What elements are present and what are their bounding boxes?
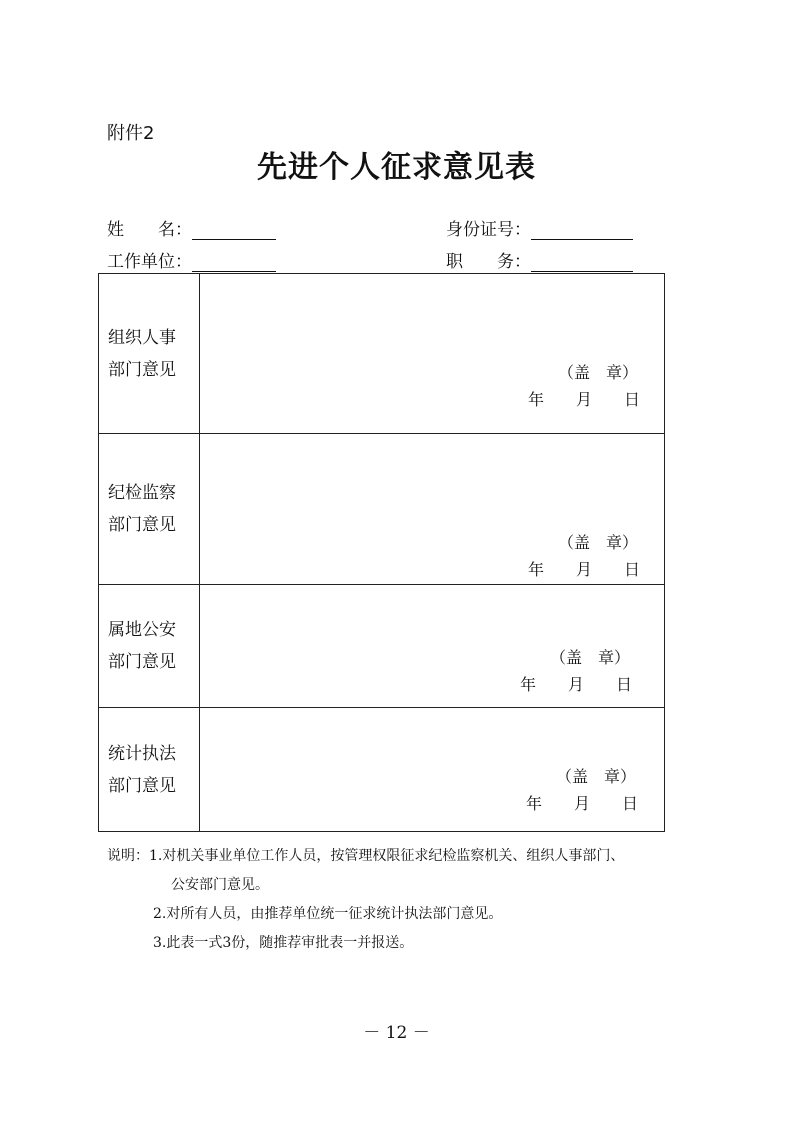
day-label: 日 <box>624 560 641 579</box>
seal-text: （盖 章） <box>555 767 636 786</box>
dept-line: 纪检监察 <box>108 483 176 503</box>
seal-block <box>528 360 668 414</box>
dept-label-organization <box>99 274 200 434</box>
dept-line: 部门意见 <box>108 775 176 796</box>
dept-label-statistics <box>99 708 200 832</box>
opinion-area-public-security[interactable] <box>200 585 665 708</box>
id-number-label: 身份证号： <box>446 220 531 240</box>
table-row <box>99 585 665 708</box>
table-row <box>99 708 665 832</box>
seal-text: （盖 章） <box>557 363 638 382</box>
dept-line: 部门意见 <box>108 515 176 535</box>
opinion-area-statistics[interactable] <box>200 708 665 832</box>
note-item: 3.此表一式3份，随推荐审批表一并报送。 <box>153 935 414 951</box>
note-item: 2.对所有人员，由推荐单位统一征求统计执法部门意见。 <box>153 906 503 922</box>
notes-prefix: 说明： <box>107 848 149 864</box>
year-label: 年 <box>520 675 537 694</box>
year-label: 年 <box>526 794 543 813</box>
day-label: 日 <box>616 675 633 694</box>
work-unit-blank[interactable] <box>192 251 276 272</box>
opinion-table <box>98 273 665 832</box>
attachment-label: 附件2 <box>107 123 155 144</box>
dept-label-public-security <box>99 585 200 708</box>
opinion-area-discipline[interactable] <box>200 434 665 585</box>
year-label: 年 <box>528 560 545 579</box>
month-label: 月 <box>574 794 591 813</box>
seal-block <box>528 530 668 584</box>
work-unit-field <box>107 251 276 273</box>
month-label: 月 <box>568 675 585 694</box>
page-number: － 12 － <box>363 1023 430 1043</box>
form-title: 先进个人征求意见表 <box>257 150 536 185</box>
seal-text: （盖 章） <box>557 533 638 552</box>
dept-label-discipline <box>99 434 200 585</box>
position-field <box>446 251 633 273</box>
day-label: 日 <box>622 794 639 813</box>
date-line <box>526 790 666 818</box>
id-number-blank[interactable] <box>531 219 633 240</box>
dept-line: 属地公安 <box>108 620 176 640</box>
seal-text: （盖 章） <box>549 648 630 667</box>
name-blank[interactable] <box>192 219 276 240</box>
date-line <box>528 556 668 584</box>
dept-line: 组织人事 <box>108 327 176 348</box>
note-item: 公安部门意见。 <box>171 877 269 893</box>
month-label: 月 <box>576 390 593 409</box>
table-row <box>99 434 665 585</box>
year-label: 年 <box>528 390 545 409</box>
note-line <box>107 900 624 929</box>
notes-section <box>107 842 624 958</box>
month-label: 月 <box>576 560 593 579</box>
date-line <box>520 671 660 699</box>
id-number-field <box>446 219 633 241</box>
dept-line: 部门意见 <box>108 652 176 672</box>
position-blank[interactable] <box>531 251 633 272</box>
day-label: 日 <box>624 390 641 409</box>
seal-block <box>526 764 666 818</box>
seal-block <box>520 645 660 699</box>
position-label: 职 务： <box>446 252 531 272</box>
name-label: 姓 名： <box>107 220 192 240</box>
note-line <box>107 929 624 958</box>
work-unit-label: 工作单位： <box>107 252 192 272</box>
dept-line: 统计执法 <box>108 743 176 764</box>
note-line <box>107 871 624 900</box>
table-row <box>99 274 665 434</box>
date-line <box>528 386 668 414</box>
note-item: 1.对机关事业单位工作人员，按管理权限征求纪检监察机关、组织人事部门、 <box>149 848 625 864</box>
name-field <box>107 219 276 241</box>
dept-line: 部门意见 <box>108 359 176 380</box>
opinion-area-organization[interactable] <box>200 274 665 434</box>
note-line <box>107 842 624 871</box>
